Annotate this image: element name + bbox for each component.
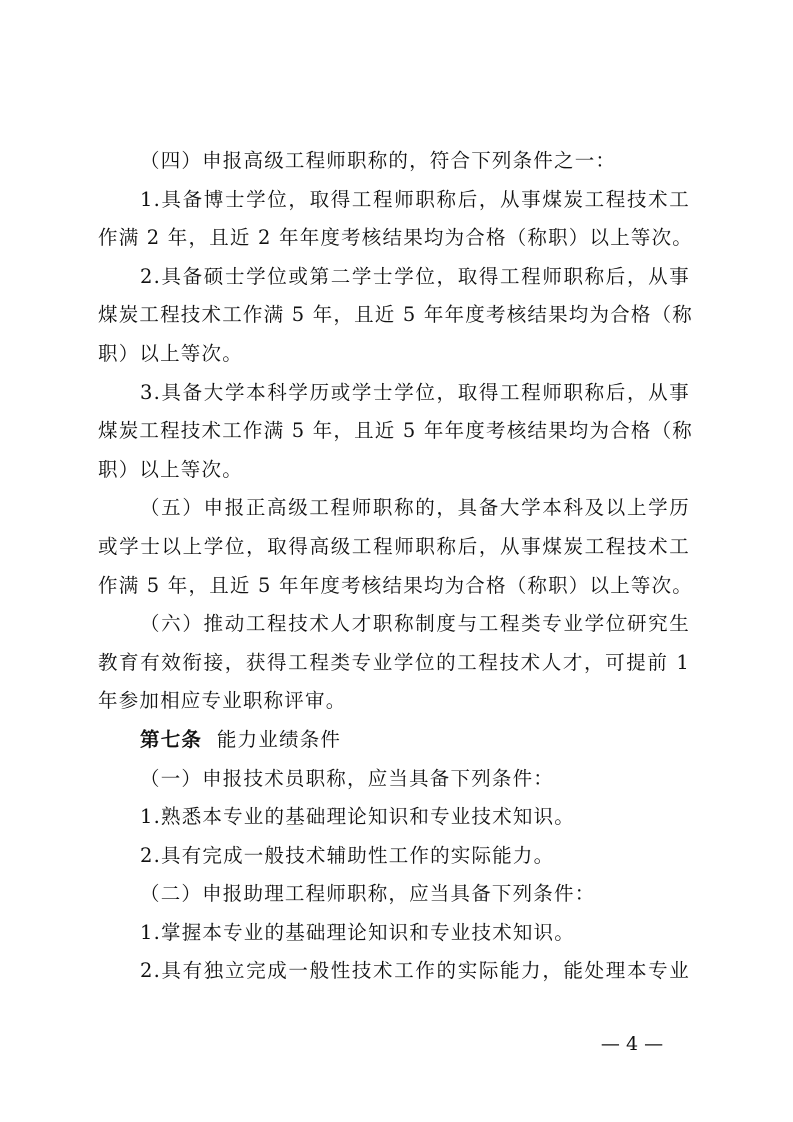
paragraph-line: 煤炭工程技术工作满 5 年，且近 5 年年度考核结果均为合格（称: [98, 303, 694, 327]
paragraph-line: 教育有效衔接，获得工程类专业学位的工程技术人才，可提前 1: [98, 650, 690, 674]
paragraph-line: 年参加相应专业职称评审。: [98, 689, 347, 713]
paragraph-line: 2.具有完成一般技术辅助性工作的实际能力。: [140, 843, 555, 867]
paragraph-line: 职）以上等次。: [98, 457, 243, 481]
page-number: — 4 —: [600, 1033, 664, 1055]
paragraph-line: （二）申报助理工程师职称，应当具备下列条件：: [140, 882, 596, 906]
paragraph-line: 1.掌握本专业的基础理论知识和专业技术知识。: [140, 920, 576, 944]
document-body: [98, 142, 694, 991]
paragraph-line: 3.具备大学本科学历或学士学位，取得工程师职称后，从事: [140, 380, 690, 404]
paragraph-line: （五）申报正高级工程师职称的，具备大学本科及以上学历: [140, 496, 690, 520]
paragraph-line: 或学士以上学位，取得高级工程师职称后，从事煤炭工程技术工: [98, 534, 690, 558]
paragraph-line: 2.具有独立完成一般性技术工作的实际能力，能处理本专业: [140, 959, 690, 983]
paragraph-line: （一）申报技术员职称，应当具备下列条件：: [140, 766, 555, 790]
paragraph-line: （六）推动工程技术人才职称制度与工程类专业学位研究生: [140, 612, 690, 636]
article-label: 第七条: [140, 727, 203, 751]
paragraph-line: 职）以上等次。: [98, 341, 243, 365]
paragraph-line: 作满 5 年，且近 5 年年度考核结果均为合格（称职）以上等次。: [98, 573, 694, 597]
paragraph-line: （四）申报高级工程师职称的，符合下列条件之一：: [140, 149, 617, 172]
paragraph-line: 1.熟悉本专业的基础理论知识和专业技术知识。: [140, 805, 576, 829]
article-heading: [98, 721, 690, 760]
paragraph-line: 2.具备硕士学位或第二学士学位，取得工程师职称后，从事: [140, 264, 690, 288]
paragraph-line: 煤炭工程技术工作满 5 年，且近 5 年年度考核结果均为合格（称: [98, 419, 694, 443]
paragraph-line: 1.具备博士学位，取得工程师职称后，从事煤炭工程技术工: [140, 187, 690, 211]
paragraph-line: 作满 2 年，且近 2 年年度考核结果均为合格（称职）以上等次。: [98, 226, 694, 250]
article-title: 能力业绩条件: [216, 727, 342, 751]
